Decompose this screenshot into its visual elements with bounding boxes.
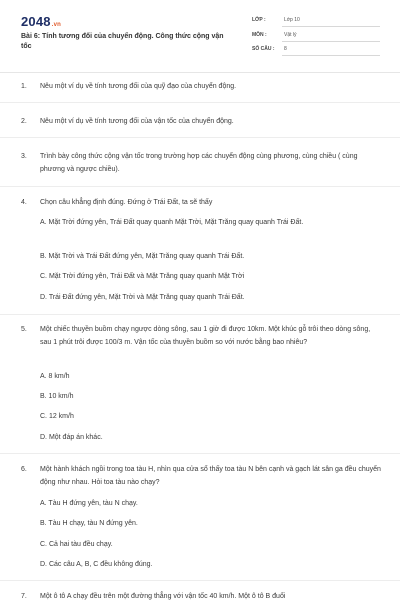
site-logo[interactable]: [21, 14, 61, 29]
logo-suffix: .vn: [51, 22, 62, 28]
question-number: 3.: [21, 153, 27, 160]
question-divider: [0, 453, 400, 454]
answer-option-c[interactable]: C. Cả hai tàu đều chạy.: [40, 541, 113, 548]
meta-underline: [282, 55, 380, 56]
question-5: [21, 323, 383, 349]
question-text: Một ô tô A chạy đều trên một đường thẳng với vận tốc 40 km/h. Một ô tô B đuổi: [40, 593, 286, 600]
question-number: 1.: [21, 83, 27, 90]
question-1: [21, 80, 383, 93]
question-2: [21, 115, 383, 128]
answer-option-a[interactable]: A. Tàu H đứng yên, tàu N chạy.: [40, 500, 138, 507]
question-text: Nêu một ví dụ về tính tương đối của quỹ đạo của chuyển động.: [40, 83, 237, 90]
meta-value: Lớp 10: [284, 17, 300, 23]
question-text: Trình bày công thức cộng vận tốc trong trường hợp các chuyển động cùng phương, cùng chiều ( cùng phương và ngược chiều).: [40, 153, 358, 173]
question-divider: [0, 314, 400, 315]
question-number: 4.: [21, 199, 27, 206]
answer-option-d[interactable]: D. Trái Đất đứng yên, Mặt Trời và Mặt Trăng quay quanh Trái Đất.: [40, 294, 245, 301]
answer-option-d[interactable]: D. Các câu A, B, C đều không đúng.: [40, 561, 153, 568]
meta-value: Vật lý: [284, 32, 297, 38]
meta-label: LỚP :: [252, 17, 266, 23]
lesson-title: Bài 6: Tính tương đối của chuyển động. Công thức cộng vận tốc: [21, 33, 224, 50]
meta-row-count: [252, 46, 380, 58]
question-text: Nêu một ví dụ về tính tương đối của vận tốc của chuyển động.: [40, 118, 234, 125]
question-text: Chọn câu khẳng định đúng. Đứng ở Trái Đất, ta sẽ thấy: [40, 199, 213, 206]
answer-option-b[interactable]: B. Tàu H chạy, tàu N đứng yên.: [40, 520, 138, 527]
question-divider: [0, 580, 400, 581]
question-divider: [0, 137, 400, 138]
answer-option-d[interactable]: D. Một đáp án khác.: [40, 434, 103, 441]
question-number: 2.: [21, 118, 27, 125]
meta-underline: [282, 26, 380, 27]
meta-label: SỐ CÂU :: [252, 46, 275, 52]
question-text: Một chiếc thuyền buồm chạy ngược dòng sông, sau 1 giờ đi được 10km. Một khúc gỗ trôi theo dòng sông, sau 1 phút trôi được 100/3 m. Vận tốc của thuyền buồm so với nước bằng bao nhiêu?: [40, 326, 371, 346]
meta-underline: [282, 41, 380, 42]
question-number: 7.: [21, 593, 27, 600]
question-number: 6.: [21, 466, 27, 473]
meta-row-subject: [252, 32, 380, 44]
answer-option-a[interactable]: A. Mặt Trời đứng yên, Trái Đất quay quanh Mặt Trời, Mặt Trăng quay quanh Trái Đất.: [40, 219, 304, 226]
question-divider: [0, 102, 400, 103]
answer-option-c[interactable]: C. Mặt Trời đứng yên, Trái Đất và Mặt Trăng quay quanh Mặt Trời: [40, 273, 245, 280]
answer-option-c[interactable]: C. 12 km/h: [40, 413, 74, 420]
question-number: 5.: [21, 326, 27, 333]
question-3: [21, 150, 383, 176]
answer-option-b[interactable]: B. 10 km/h: [40, 393, 74, 400]
question-4: [21, 196, 383, 209]
question-text: Một hành khách ngồi trong toa tàu H, nhìn qua cửa sổ thấy toa tàu N bên cạnh và gạch lát sân ga đều chuyển động như nhau. Hỏi toa tàu nào chạy?: [40, 466, 381, 486]
worksheet-header: [0, 0, 400, 73]
meta-label: MÔN :: [252, 32, 267, 38]
meta-value: 8: [284, 46, 287, 52]
question-7: [21, 590, 383, 603]
question-6: [21, 463, 383, 489]
meta-row-class: [252, 17, 380, 29]
answer-option-b[interactable]: B. Mặt Trời và Trái Đất đứng yên, Mặt Trăng quay quanh Trái Đất.: [40, 253, 245, 260]
logo-text: 2048: [21, 14, 51, 29]
answer-option-a[interactable]: A. 8 km/h: [40, 373, 70, 380]
question-divider: [0, 186, 400, 187]
